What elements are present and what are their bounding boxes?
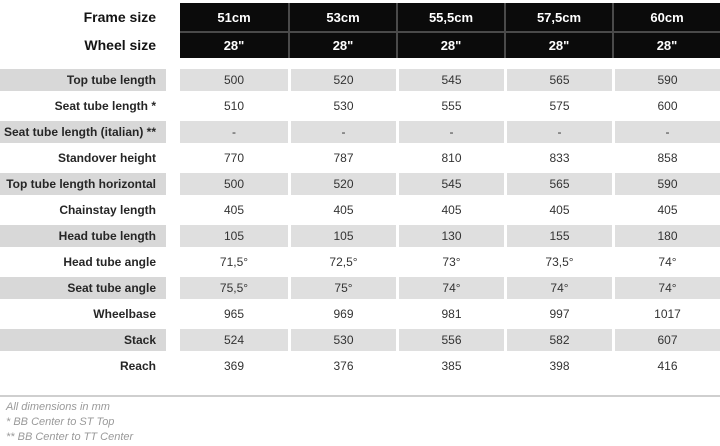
wheel-size-label: Wheel size	[84, 36, 156, 53]
table-row	[0, 355, 720, 377]
cell: 997	[504, 303, 612, 325]
table-row	[0, 69, 720, 91]
column-gap	[166, 329, 180, 351]
row-label: Standover height	[57, 151, 156, 165]
frame-size-label: Frame size	[83, 9, 156, 25]
cell: 565	[504, 173, 612, 195]
cell: 590	[612, 173, 720, 195]
column-gap	[166, 303, 180, 325]
table-row	[0, 147, 720, 169]
frame-size-value: 57,5cm	[504, 3, 612, 31]
column-gap	[166, 69, 180, 91]
cell: 74°	[396, 277, 504, 299]
column-gap	[166, 251, 180, 273]
column-gap	[166, 173, 180, 195]
cell: 74°	[612, 277, 720, 299]
cell: 398	[504, 355, 612, 377]
frame-size-value: 60cm	[612, 3, 720, 31]
footnote-dimensions: All dimensions in mm	[6, 401, 110, 413]
cell: 71,5°	[219, 255, 249, 269]
table-body	[0, 69, 720, 377]
cell: 1017	[612, 303, 720, 325]
column-gap	[166, 199, 180, 221]
cell: 75°	[288, 277, 396, 299]
cell: 810	[396, 147, 504, 169]
cell: 833	[504, 147, 612, 169]
cell: 73°	[396, 251, 504, 273]
table-row	[0, 277, 720, 299]
cell: 520	[288, 69, 396, 91]
cell: 130	[396, 225, 504, 247]
cell: 770	[223, 151, 245, 165]
cell: 524	[180, 329, 288, 351]
cell: -	[180, 121, 288, 143]
wheel-size-value: 28"	[504, 31, 612, 58]
table-row	[0, 173, 720, 195]
cell: 981	[396, 303, 504, 325]
row-label: Reach	[119, 359, 156, 373]
column-gap	[166, 355, 180, 377]
wheel-size-value: 28"	[288, 31, 396, 58]
cell: -	[396, 121, 504, 143]
table-row	[0, 251, 720, 273]
cell: 530	[288, 329, 396, 351]
cell: 405	[504, 199, 612, 221]
wheel-size-value: 28"	[180, 31, 288, 58]
cell: 405	[396, 199, 504, 221]
table-row	[0, 303, 720, 325]
cell: 74°	[612, 251, 720, 273]
frame-size-value: 55,5cm	[396, 3, 504, 31]
cell: 965	[223, 307, 245, 321]
table-row	[0, 121, 720, 143]
row-label: Seat tube length *	[54, 99, 156, 113]
cell: 607	[612, 329, 720, 351]
cell: 369	[223, 359, 245, 373]
column-gap	[166, 225, 180, 247]
row-label: Top tube length	[0, 69, 166, 91]
cell: 530	[288, 95, 396, 117]
header-row-wheel-size	[0, 31, 720, 58]
cell: 105	[180, 225, 288, 247]
cell: -	[612, 121, 720, 143]
wheel-size-value: 28"	[612, 31, 720, 58]
cell: 405	[288, 199, 396, 221]
row-label: Top tube length horizontal	[0, 173, 166, 195]
cell: 500	[180, 69, 288, 91]
row-label: Head tube length	[0, 225, 166, 247]
column-gap	[166, 95, 180, 117]
cell: 565	[504, 69, 612, 91]
cell: 405	[612, 199, 720, 221]
cell: 969	[288, 303, 396, 325]
cell: 575	[504, 95, 612, 117]
cell: 74°	[504, 277, 612, 299]
cell: -	[288, 121, 396, 143]
table-row	[0, 95, 720, 117]
footnotes	[0, 395, 720, 445]
cell: 500	[180, 173, 288, 195]
table-row	[0, 225, 720, 247]
cell: 385	[396, 355, 504, 377]
frame-size-value: 51cm	[180, 3, 288, 31]
cell: 73,5°	[504, 251, 612, 273]
cell: 858	[612, 147, 720, 169]
cell: 405	[223, 203, 245, 217]
cell: 376	[288, 355, 396, 377]
column-gap	[166, 277, 180, 299]
cell: 155	[504, 225, 612, 247]
header-row-frame-size	[0, 3, 720, 31]
row-label: Chainstay length	[59, 203, 156, 217]
row-label: Head tube angle	[63, 255, 156, 269]
cell: 556	[396, 329, 504, 351]
row-label: Seat tube angle	[0, 277, 166, 299]
row-label: Seat tube length (italian) **	[0, 121, 166, 143]
row-label: Wheelbase	[93, 307, 156, 321]
cell: 72,5°	[288, 251, 396, 273]
footnote-seat-tube-italian: ** BB Center to TT Center	[6, 431, 134, 443]
column-gap	[166, 3, 180, 31]
column-gap	[166, 31, 180, 58]
row-label: Stack	[0, 329, 166, 351]
cell: 582	[504, 329, 612, 351]
cell: 787	[288, 147, 396, 169]
cell: 520	[288, 173, 396, 195]
cell: 75,5°	[180, 277, 288, 299]
table-row	[0, 329, 720, 351]
column-gap	[166, 121, 180, 143]
footnote-seat-tube: * BB Center to ST Top	[6, 416, 115, 428]
column-gap	[166, 147, 180, 169]
cell: 545	[396, 69, 504, 91]
cell: 416	[612, 355, 720, 377]
wheel-size-value: 28"	[396, 31, 504, 58]
cell: 555	[396, 95, 504, 117]
cell: 510	[223, 99, 245, 113]
frame-size-value: 53cm	[288, 3, 396, 31]
table-row	[0, 199, 720, 221]
cell: 545	[396, 173, 504, 195]
cell: 105	[288, 225, 396, 247]
cell: 590	[612, 69, 720, 91]
cell: 180	[612, 225, 720, 247]
cell: 600	[612, 95, 720, 117]
cell: -	[504, 121, 612, 143]
